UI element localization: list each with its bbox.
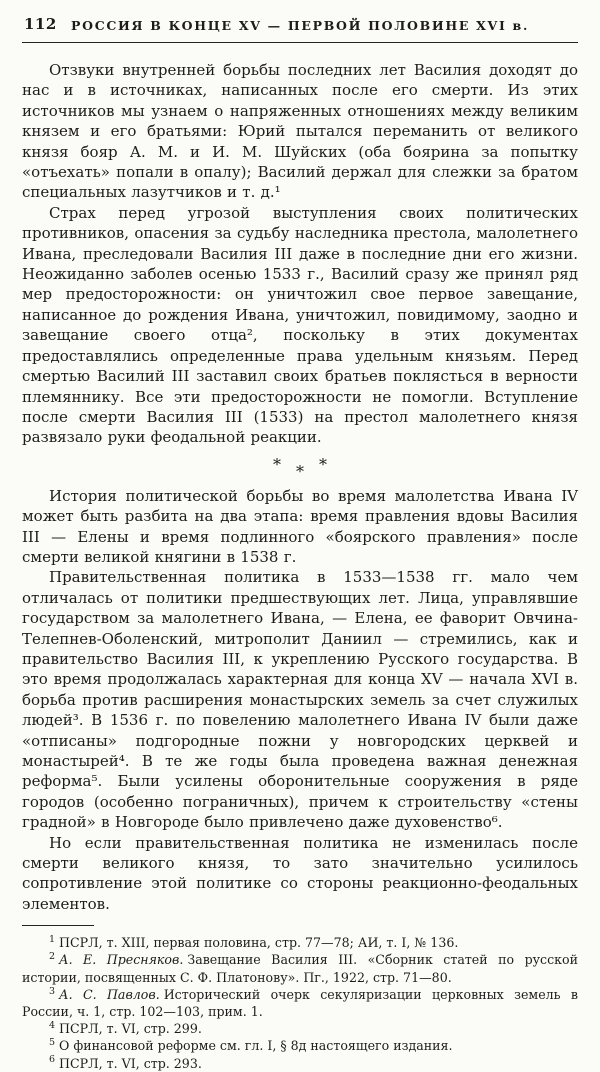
footnote-marker: 3 bbox=[49, 985, 56, 997]
footnote-marker: 4 bbox=[49, 1020, 56, 1032]
footnote-marker: 6 bbox=[49, 1054, 56, 1066]
footnote-divider bbox=[22, 925, 94, 926]
body-paragraph-4: Правительственная политика в 1533—1538 гг. мало чем отличалась от политики предшествующих лет. Лица, управлявшие государством за малолетнего Ивана, — Елена, ее фаворит Овчина-Телепнев-Оболенский, митрополит Даниил — стремились, как и правительство Василия III, к укреплению Русского государства. В это время продолжалась характерная для конца XV — начала XVI в. борьба против расширения монастырских земель за счет служилых людей³. В 1536 г. по повелению малолетнего Ивана IV были даже «отписаны» подгородные пожни у новгородских церквей и монастырей⁴. В те же годы была проведена важная денежная реформа⁵. Были усилены оборонительные сооружения в ряде городов (особенно пограничных), причем к строительству «стены градной» в Новгороде было привлечено даже духовенство⁶. bbox=[22, 568, 578, 832]
footnote-marker: 2 bbox=[49, 951, 56, 963]
asterisk-icon: * bbox=[273, 454, 281, 474]
footnote-4 bbox=[22, 1020, 578, 1037]
asterisk-icon: * bbox=[296, 461, 304, 481]
footnote-1 bbox=[22, 934, 578, 951]
footnote-3 bbox=[22, 986, 578, 1020]
footnote-2 bbox=[22, 951, 578, 985]
body-paragraph-3: История политической борьбы во время малолетства Ивана IV может быть разбита на два этапа: время правления вдовы Василия III — Елены и время подлинного «боярского правления» после смерти великой княгини в 1538 г. bbox=[22, 486, 578, 566]
page-number: 112 bbox=[24, 15, 57, 33]
running-head bbox=[22, 14, 578, 36]
footnote-author: А. С. Павлов. bbox=[59, 986, 160, 1002]
asterism-separator bbox=[22, 454, 578, 481]
footnote-5 bbox=[22, 1037, 578, 1054]
header-rule bbox=[22, 42, 578, 43]
body-paragraph-1: Отзвуки внутренней борьбы последних лет Василия доходят до нас и в источниках, написанных после его смерти. Из этих источников мы узнаем о напряженных отношениях между великим князем и его братьями: Юрий пытался переманить от великого князя бояр А. М. и И. М. Шуйских (оба боярина за попытку «отъехать» попали в опалу); Василий держал для слежки за братом специальных лазутчиков и т. д.¹ bbox=[22, 61, 578, 202]
footnote-text: Завещание Василия III. «Сборник статей по русской истории, посвященных С. Ф. Платонову». Пг., 1922, стр. 71—80. bbox=[22, 952, 578, 985]
footnote-author: А. Е. Пресняков. bbox=[59, 952, 184, 968]
footnote-text: ПСРЛ, т. VI, стр. 293. bbox=[59, 1055, 202, 1071]
body-text bbox=[22, 60, 578, 914]
footnote-text: ПСРЛ, т. XIII, первая половина, стр. 77—78; АИ, т. I, № 136. bbox=[59, 935, 459, 951]
footnote-text: Исторический очерк секуляризации церковных земель в России, ч. 1, стр. 102—103, прим. 1. bbox=[22, 986, 578, 1020]
asterisk-icon: * bbox=[319, 454, 327, 474]
footnote-text: ПСРЛ, т. VI, стр. 299. bbox=[59, 1021, 202, 1037]
running-title: РОССИЯ В КОНЦЕ XV — ПЕРВОЙ ПОЛОВИНЕ XVI в. bbox=[71, 18, 529, 33]
footnote-marker: 5 bbox=[49, 1037, 56, 1049]
body-paragraph-5: Но если правительственная политика не изменилась после смерти великого князя, то зато значительно усилилось сопротивление этой политике со стороны реакционно-феодальных элементов. bbox=[22, 833, 578, 913]
footnote-text: О финансовой реформе см. гл. I, § 8д настоящего издания. bbox=[59, 1038, 453, 1054]
footnote-6 bbox=[22, 1055, 578, 1072]
footnote-marker: 1 bbox=[49, 934, 56, 946]
body-paragraph-2: Страх перед угрозой выступления своих политических противников, опасения за судьбу наследника престола, малолетнего Ивана, преследовали Василия III даже в последние дни его жизни. Неожиданно заболев осенью 1533 г., Василий сразу же принял ряд мер предосторожности: он уничтожил свое первое завещание, написанное до рождения Ивана, уничтожил, повидимому, заодно и завещание своего отца², поскольку в этих документах предоставлялись определенные права удельным князьям. Перед смертью Василий III заставил своих братьев поклясться в верности племяннику. Все эти предосторожности не помогли. Вступление после смерти Василия III (1533) на престол малолетнего князя развязало руки феодальной реакции. bbox=[22, 203, 578, 447]
footnotes-section bbox=[22, 925, 578, 1072]
